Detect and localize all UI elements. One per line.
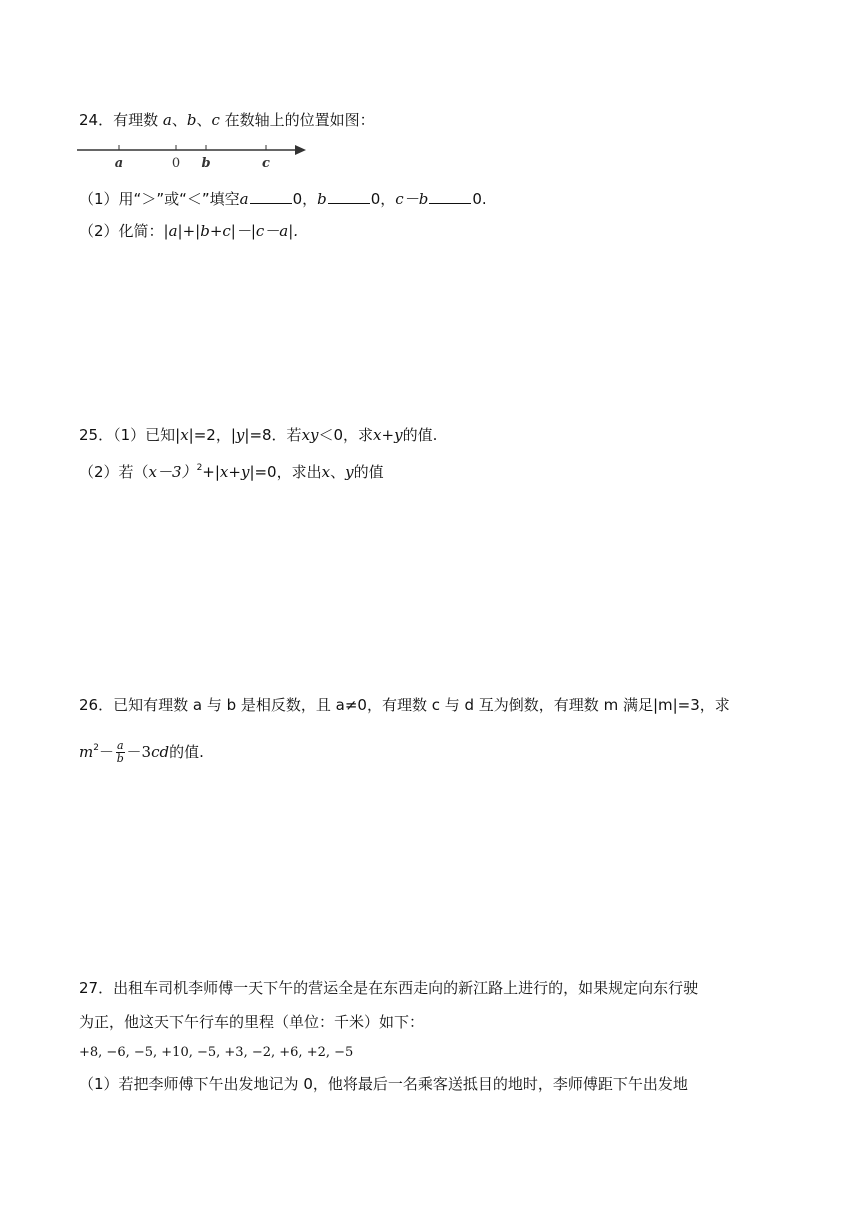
q27-line2: 为正，他这天下午行车的里程（单位：千米）如下： bbox=[79, 1013, 425, 1031]
q24-part1: （1）用“＞”或“＜”填空a 0，b 0，c－b 0. bbox=[79, 190, 487, 208]
answer-blank-3[interactable] bbox=[429, 189, 471, 204]
q27-line1: 27．出租车司机李师傅一天下午的营运全是在东西走向的新江路上进行的，如果规定向东行驶 bbox=[79, 979, 699, 997]
q25-part2: （2）若$(x-3)^2+|x+y|=0$，求出x、y的值 bbox=[79, 463, 384, 481]
axis-label-a: a bbox=[114, 156, 124, 171]
q25-number: 25． bbox=[79, 426, 114, 444]
answer-blank-2[interactable] bbox=[328, 189, 370, 204]
q24-number: 24． bbox=[79, 111, 114, 129]
number-line-arrow bbox=[295, 145, 306, 155]
q26-line1: 26．已知有理数 a 与 b 是相反数，且 a≠0，有理数 c 与 d 互为倒数，有理数 m 满足|m|=3，求 bbox=[79, 696, 730, 714]
q24-part2: （2）化简：|a|+|b+c|－|c－a|. bbox=[79, 222, 299, 240]
axis-label-zero: 0 bbox=[171, 156, 181, 171]
q26-number: 26． bbox=[79, 696, 114, 714]
q27-number: 27． bbox=[79, 979, 114, 997]
number-line-figure bbox=[76, 138, 308, 172]
q26-formula: $m^2-$ $\frac{a}{b}$ －3cd的值. bbox=[79, 739, 204, 765]
answer-blank-1[interactable] bbox=[250, 189, 292, 204]
q27-part1: （1）若把李师傅下午出发地记为 0，他将最后一名乘客送抵目的地时，李师傅距下午出发地 bbox=[79, 1075, 688, 1093]
q27-data: +8, −6, −5, +10, −5, +3, −2, +6, +2, −5 bbox=[79, 1045, 354, 1060]
q25-part1: 25．（1）已知|x|=2，|y|=8．若xy＜0，求x+y的值. bbox=[79, 426, 438, 444]
q24-stem: 24．有理数 a、b、c 在数轴上的位置如图： bbox=[79, 111, 375, 129]
fraction-a-over-b: $\frac{a}{b}$ bbox=[116, 739, 124, 765]
axis-label-b: b bbox=[201, 156, 211, 171]
axis-label-c: c bbox=[262, 156, 270, 171]
